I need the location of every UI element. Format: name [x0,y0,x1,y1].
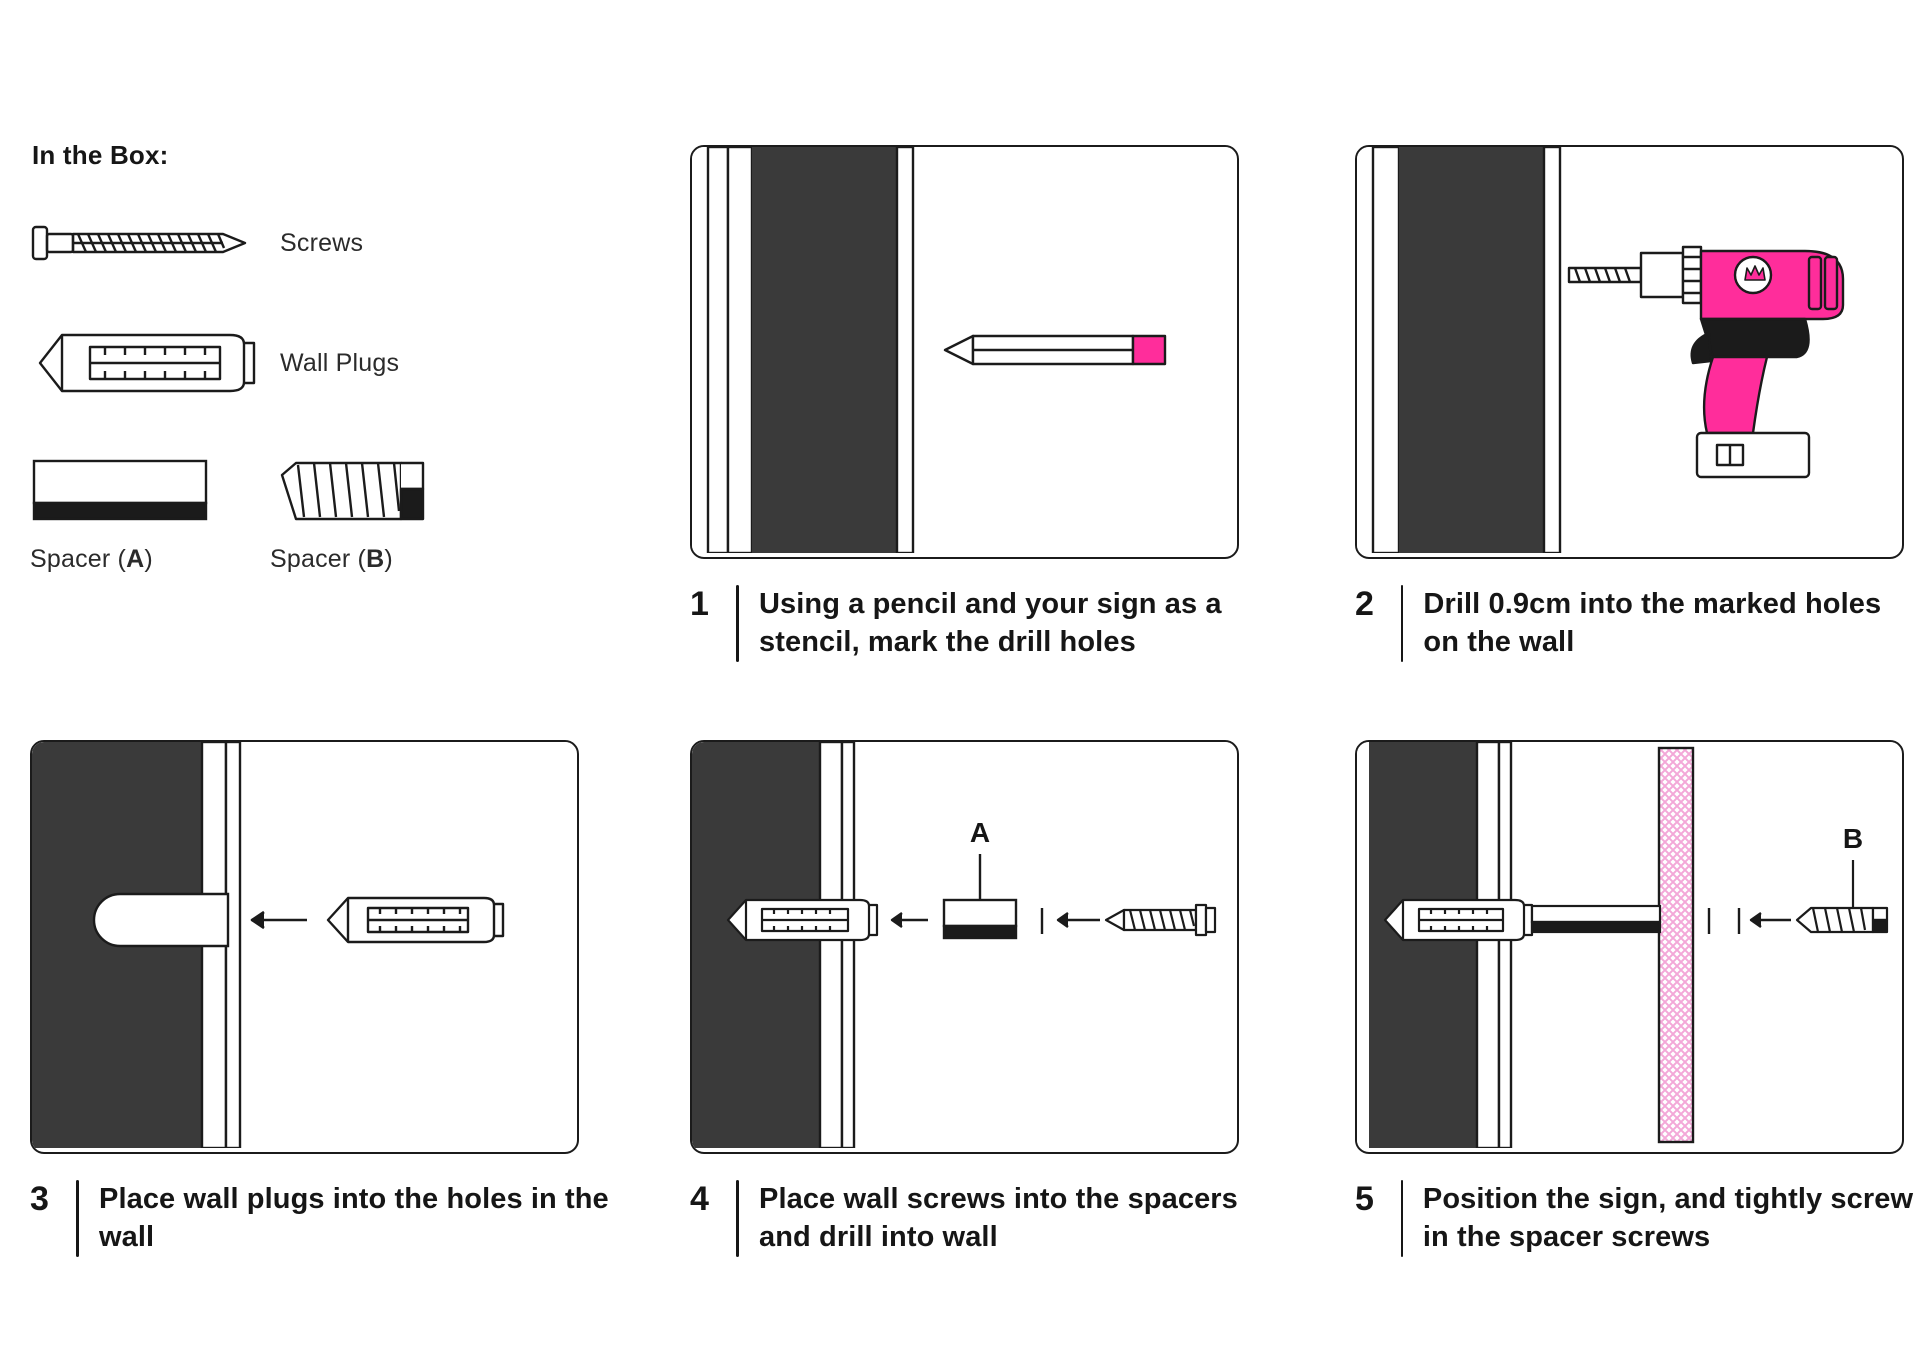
step-2-number: 2 [1355,585,1374,623]
step-2-caption [1355,585,1920,662]
step-2-illustration [1355,145,1904,559]
step-4-illustration [690,740,1239,1154]
in-the-box-panel [30,140,590,660]
spacer-screw-icon [270,453,450,529]
step-3-illustration [30,740,579,1154]
spacer-a-suffix: ) [144,545,153,573]
spacer-b-callout-label: B [1842,823,1864,854]
step-panel-3 [30,740,619,1257]
step-divider [736,1180,739,1257]
step-4-number: 4 [690,1180,709,1218]
step-2-text: Drill 0.9cm into the marked holes on the wall [1423,588,1882,659]
box-item-screws [30,213,590,273]
spacer-b-key: B [366,545,385,573]
step-3-caption [30,1180,619,1257]
box-item-label: Wall Plugs [280,348,400,377]
step-divider [76,1180,79,1257]
step-5-text: Position the sign, and tightly screw in the spacer screws [1422,1183,1914,1254]
spacer-b-prefix: Spacer ( [270,545,367,573]
step-panel-1 [690,145,1279,662]
step-divider [1401,585,1403,662]
step-5-illustration [1355,740,1904,1154]
in-the-box-title: In the Box: [32,140,169,170]
step-1-illustration [690,145,1239,559]
screw-icon [30,213,280,273]
step-panel-4 [690,740,1279,1257]
spacer-b-suffix: ) [384,545,393,573]
step-divider [1401,1180,1403,1257]
box-item-label: Screws [280,228,364,257]
step-divider [736,585,739,662]
box-item-wall-plugs [30,325,590,401]
spacer-a-prefix: Spacer ( [30,545,127,573]
step-panel-2 [1355,145,1920,662]
step-panel-5 [1355,740,1920,1257]
spacer-sleeve-icon [30,453,210,529]
step-4-text: Place wall screws into the spacers and drill into wall [759,1183,1238,1254]
box-item-spacer-b [270,453,450,574]
step-1-caption [690,585,1279,662]
step-5-caption [1355,1180,1920,1257]
step-1-text: Using a pencil and your sign as a stencil, mark the drill holes [759,588,1222,659]
step-3-number: 3 [30,1180,49,1218]
box-spacers-row [30,453,590,574]
spacer-a-caption [30,545,210,574]
box-item-spacer-a [30,453,210,574]
step-3-text: Place wall plugs into the holes in the wall [99,1183,609,1254]
spacer-a-key: A [126,545,145,573]
wall-plug-icon [30,325,280,401]
step-5-number: 5 [1355,1180,1374,1218]
step-4-caption [690,1180,1279,1257]
spacer-b-caption [270,545,450,574]
step-1-number: 1 [690,585,709,623]
spacer-a-callout-label: A [969,817,991,848]
